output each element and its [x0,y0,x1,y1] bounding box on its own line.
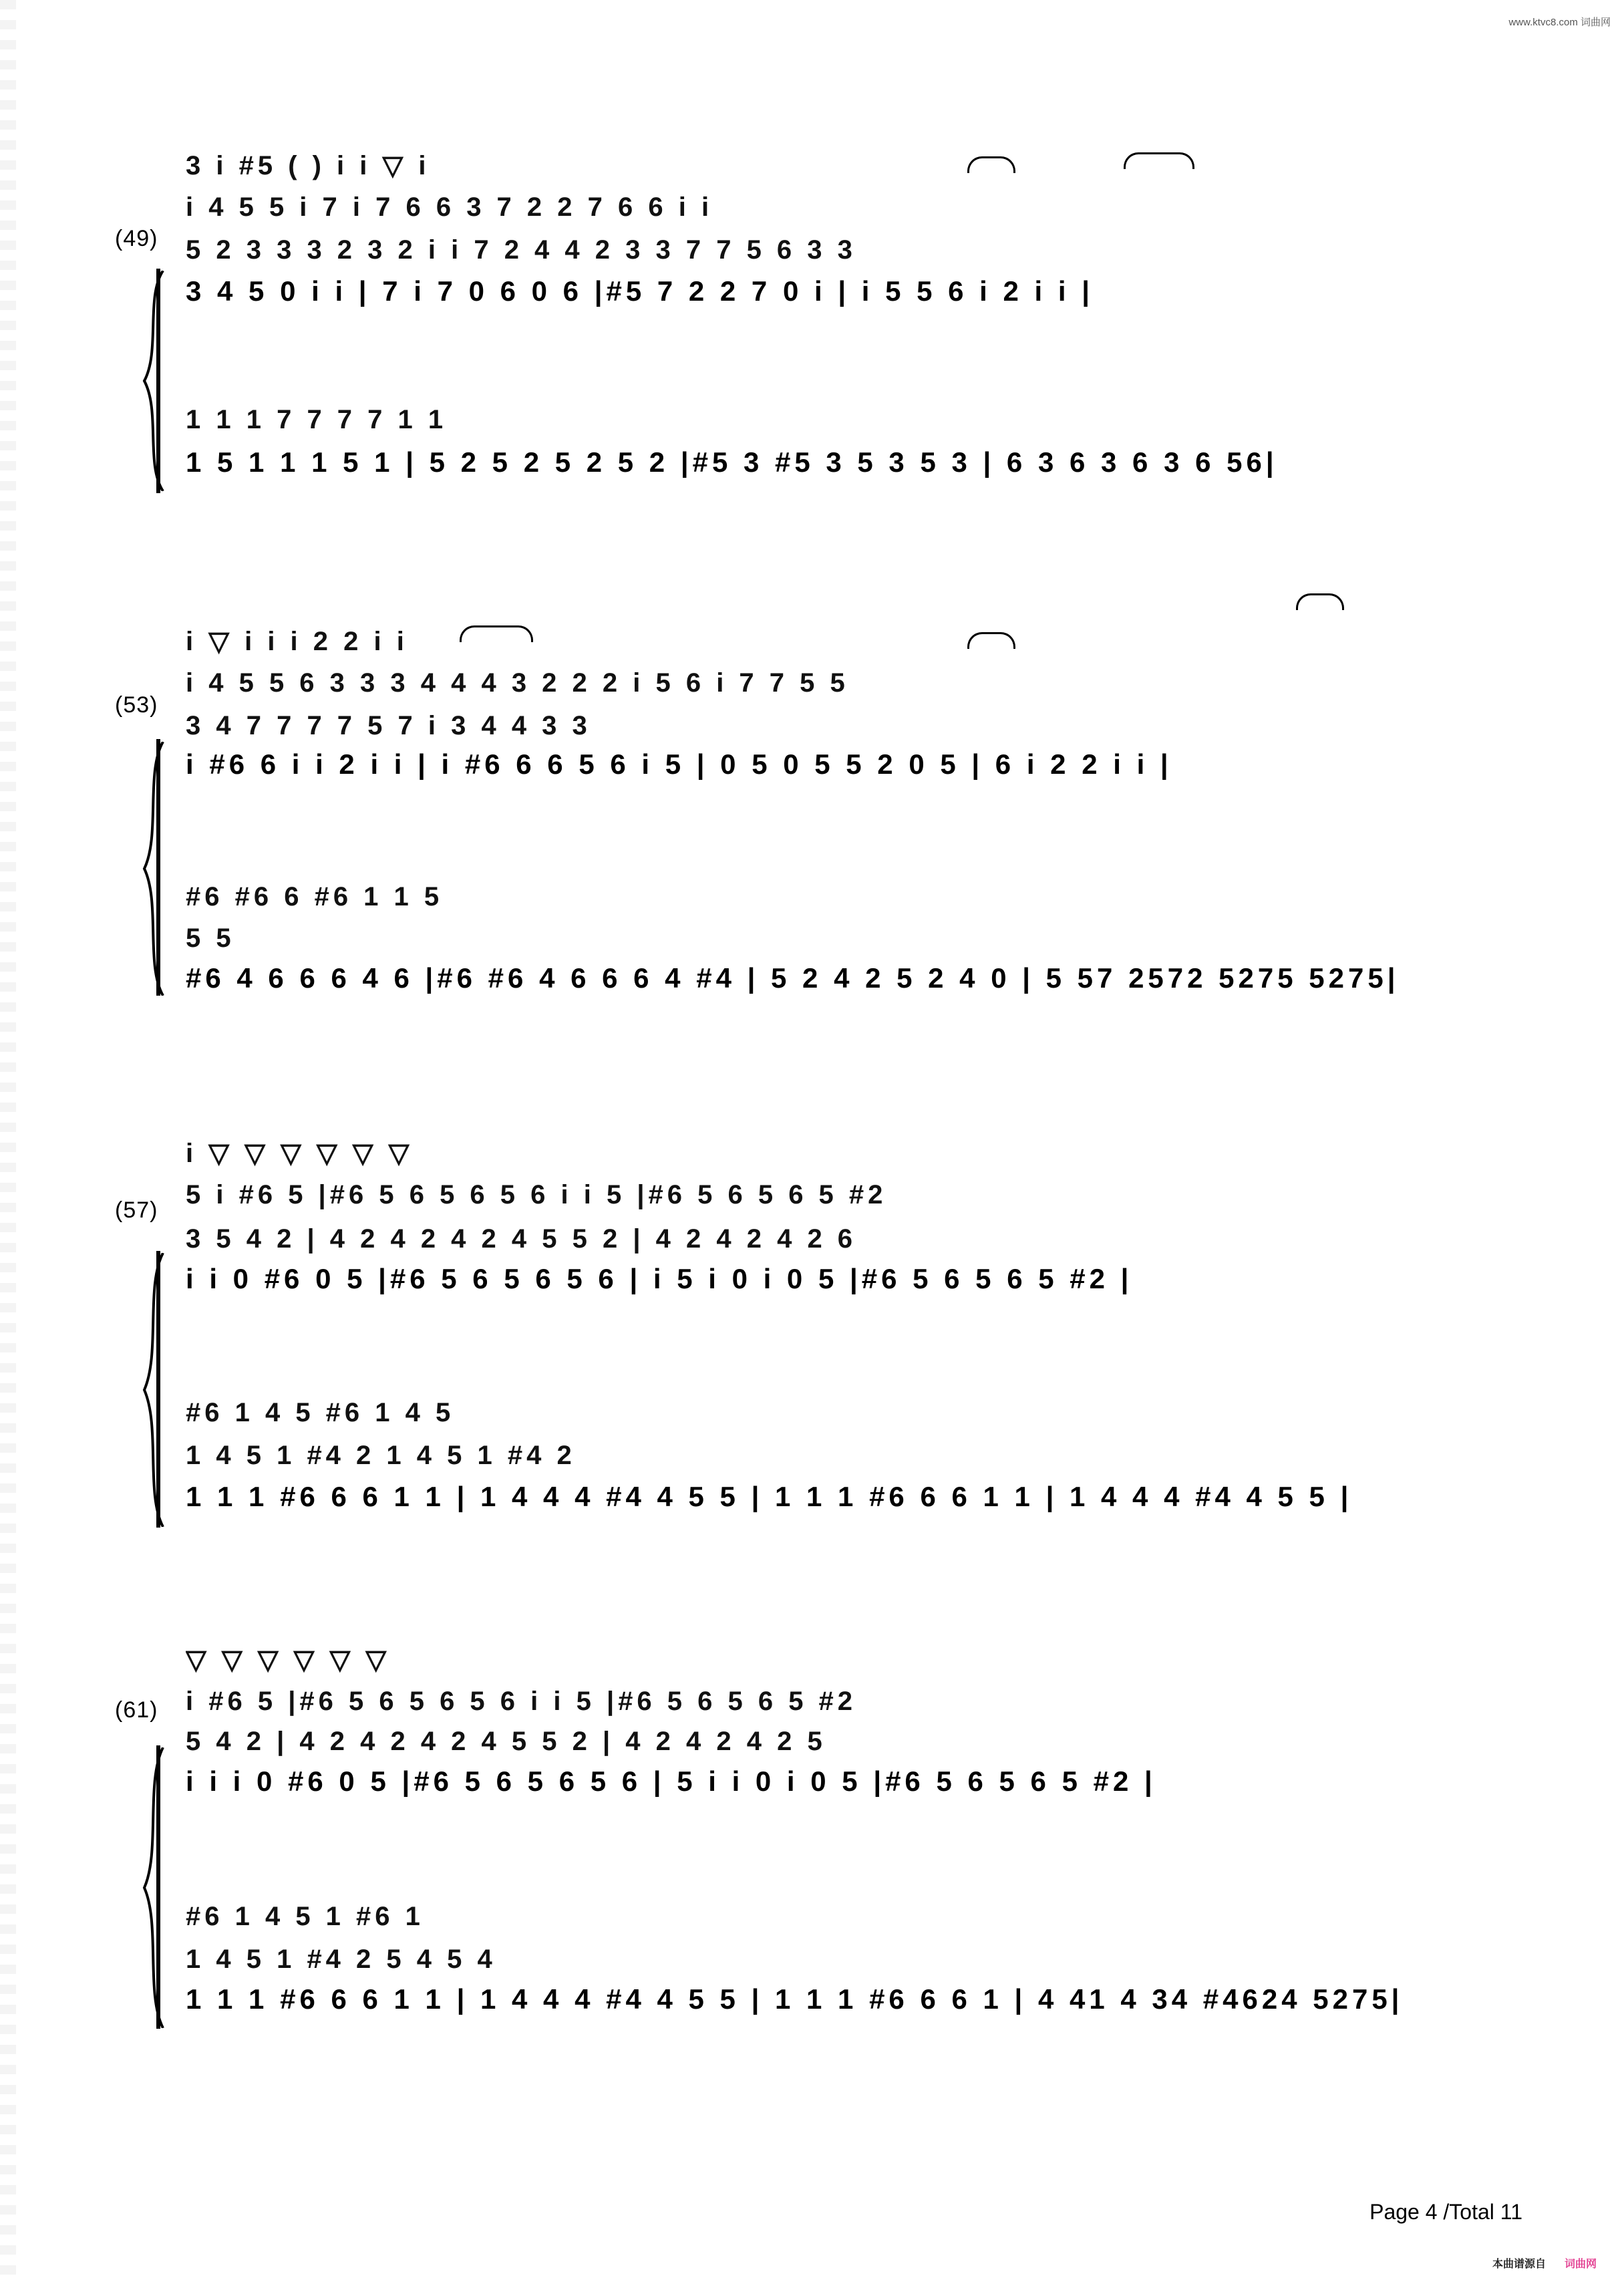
lh-lower-row: 1 5 1 1 1 5 1 | 5 2 5 2 5 2 5 2 |#5 3 #5 3 5 3 5 3 | 6 3 6 3 6 3 6 56| [186,446,1278,478]
measure-number: (61) [115,1697,158,1723]
margin-strip [0,0,16,2284]
measure-number: (49) [115,226,158,251]
lh-upper-row: #6 1 4 5 1 #6 1 [186,1902,424,1931]
rh-middle-row: 5 4 2 | 4 2 4 2 4 2 4 5 5 2 | 4 2 4 2 4 2 5 [186,1727,826,1756]
rh-top-row: i ▽ i i i 2 2 i i [186,627,408,656]
rh-upper-row: i 4 5 5 6 3 3 3 4 4 4 3 2 2 2 i 5 6 i 7 7 5 5 [186,668,849,698]
measure-number: (57) [115,1197,158,1223]
system-bar [156,739,160,996]
system-bar [156,269,160,493]
rh-upper-row: i #6 5 |#6 5 6 5 6 5 6 i i 5 |#6 5 6 5 6 5 #2 [186,1687,857,1716]
tie [1296,593,1344,610]
rh-melody-row: i i i 0 #6 0 5 |#6 5 6 5 6 5 6 | 5 i i 0 i 0 5 |#6 5 6 5 6 5 #2 | [186,1765,1156,1797]
system-49 [100,114,1503,515]
rh-top-row: 3 i #5 ( ) i i ▽ i [186,151,430,180]
lh-upper-row: 1 1 1 7 7 7 7 1 1 [186,405,448,434]
lh-middle-row: 1 4 5 1 #4 2 1 4 5 1 #4 2 [186,1441,576,1470]
system-53 [100,581,1503,1009]
rh-upper-row: i 4 5 5 i 7 i 7 6 6 3 7 2 2 7 6 6 i i [186,192,713,222]
lh-lower-row: #6 4 6 6 6 4 6 |#6 #6 4 6 6 6 4 #4 | 5 2 4 2 5 2 4 0 | 5 57 2572 5275 5275| [186,962,1400,994]
lh-middle-row: 5 5 [186,923,235,953]
rh-upper-row: 5 i #6 5 |#6 5 6 5 6 5 6 i i 5 |#6 5 6 5 6 5 #2 [186,1180,887,1209]
lh-lower-row: 1 1 1 #6 6 6 1 1 | 1 4 4 4 #4 4 5 5 | 1 1 1 #6 6 6 1 | 4 41 4 34 #4624 5275| [186,1983,1404,2015]
lh-upper-row: #6 1 4 5 #6 1 4 5 [186,1398,455,1427]
page-counter: Page 4 /Total 11 [1369,2200,1522,2224]
source-stamp: 本曲谱源自 [1492,2259,1547,2270]
lh-middle-row: 1 4 5 1 #4 2 5 4 5 4 [186,1945,496,1974]
rh-middle-row: 3 4 7 7 7 7 5 7 i 3 4 4 3 3 [186,711,591,740]
site-logo-stamp[interactable]: 词曲网 [1565,2259,1597,2270]
rh-top-row: ▽ ▽ ▽ ▽ ▽ ▽ [186,1645,391,1675]
rh-melody-row: 3 4 5 0 i i | 7 i 7 0 6 0 6 |#5 7 2 2 7 0 i | i 5 5 6 i 2 i i | [186,275,1094,307]
system-61 [100,1604,1503,2058]
grand-staff-brace [140,1747,167,2028]
system-bar [156,1745,160,2029]
system-57 [100,1083,1503,1537]
system-bar [156,1251,160,1528]
grand-staff-brace [140,271,167,491]
rh-middle-row: 5 2 3 3 3 2 3 2 i i 7 2 4 4 2 3 3 7 7 5 6 3 3 [186,235,856,265]
measure-number: (53) [115,692,158,718]
rh-melody-row: i i 0 #6 0 5 |#6 5 6 5 6 5 6 | i 5 i 0 i 0 5 |#6 5 6 5 6 5 #2 | [186,1263,1133,1294]
grand-staff-brace [140,1253,167,1527]
rh-melody-row: i #6 6 i i 2 i i | i #6 6 6 5 6 i 5 | 0 5 0 5 5 2 0 5 | 6 i 2 2 i i | [186,748,1172,780]
lh-upper-row: #6 #6 6 #6 1 1 5 [186,882,444,911]
rh-top-row: i ▽ ▽ ▽ ▽ ▽ ▽ [186,1139,414,1168]
lh-lower-row: 1 1 1 #6 6 6 1 1 | 1 4 4 4 #4 4 5 5 | 1 1 1 #6 6 6 1 1 | 1 4 4 4 #4 4 5 5 | [186,1481,1353,1512]
site-header: www.ktvc8.com 词曲网 [1508,17,1611,28]
grand-staff-brace [140,742,167,996]
rh-middle-row: 3 5 4 2 | 4 2 4 2 4 2 4 5 5 2 | 4 2 4 2 4 2 6 [186,1224,857,1254]
